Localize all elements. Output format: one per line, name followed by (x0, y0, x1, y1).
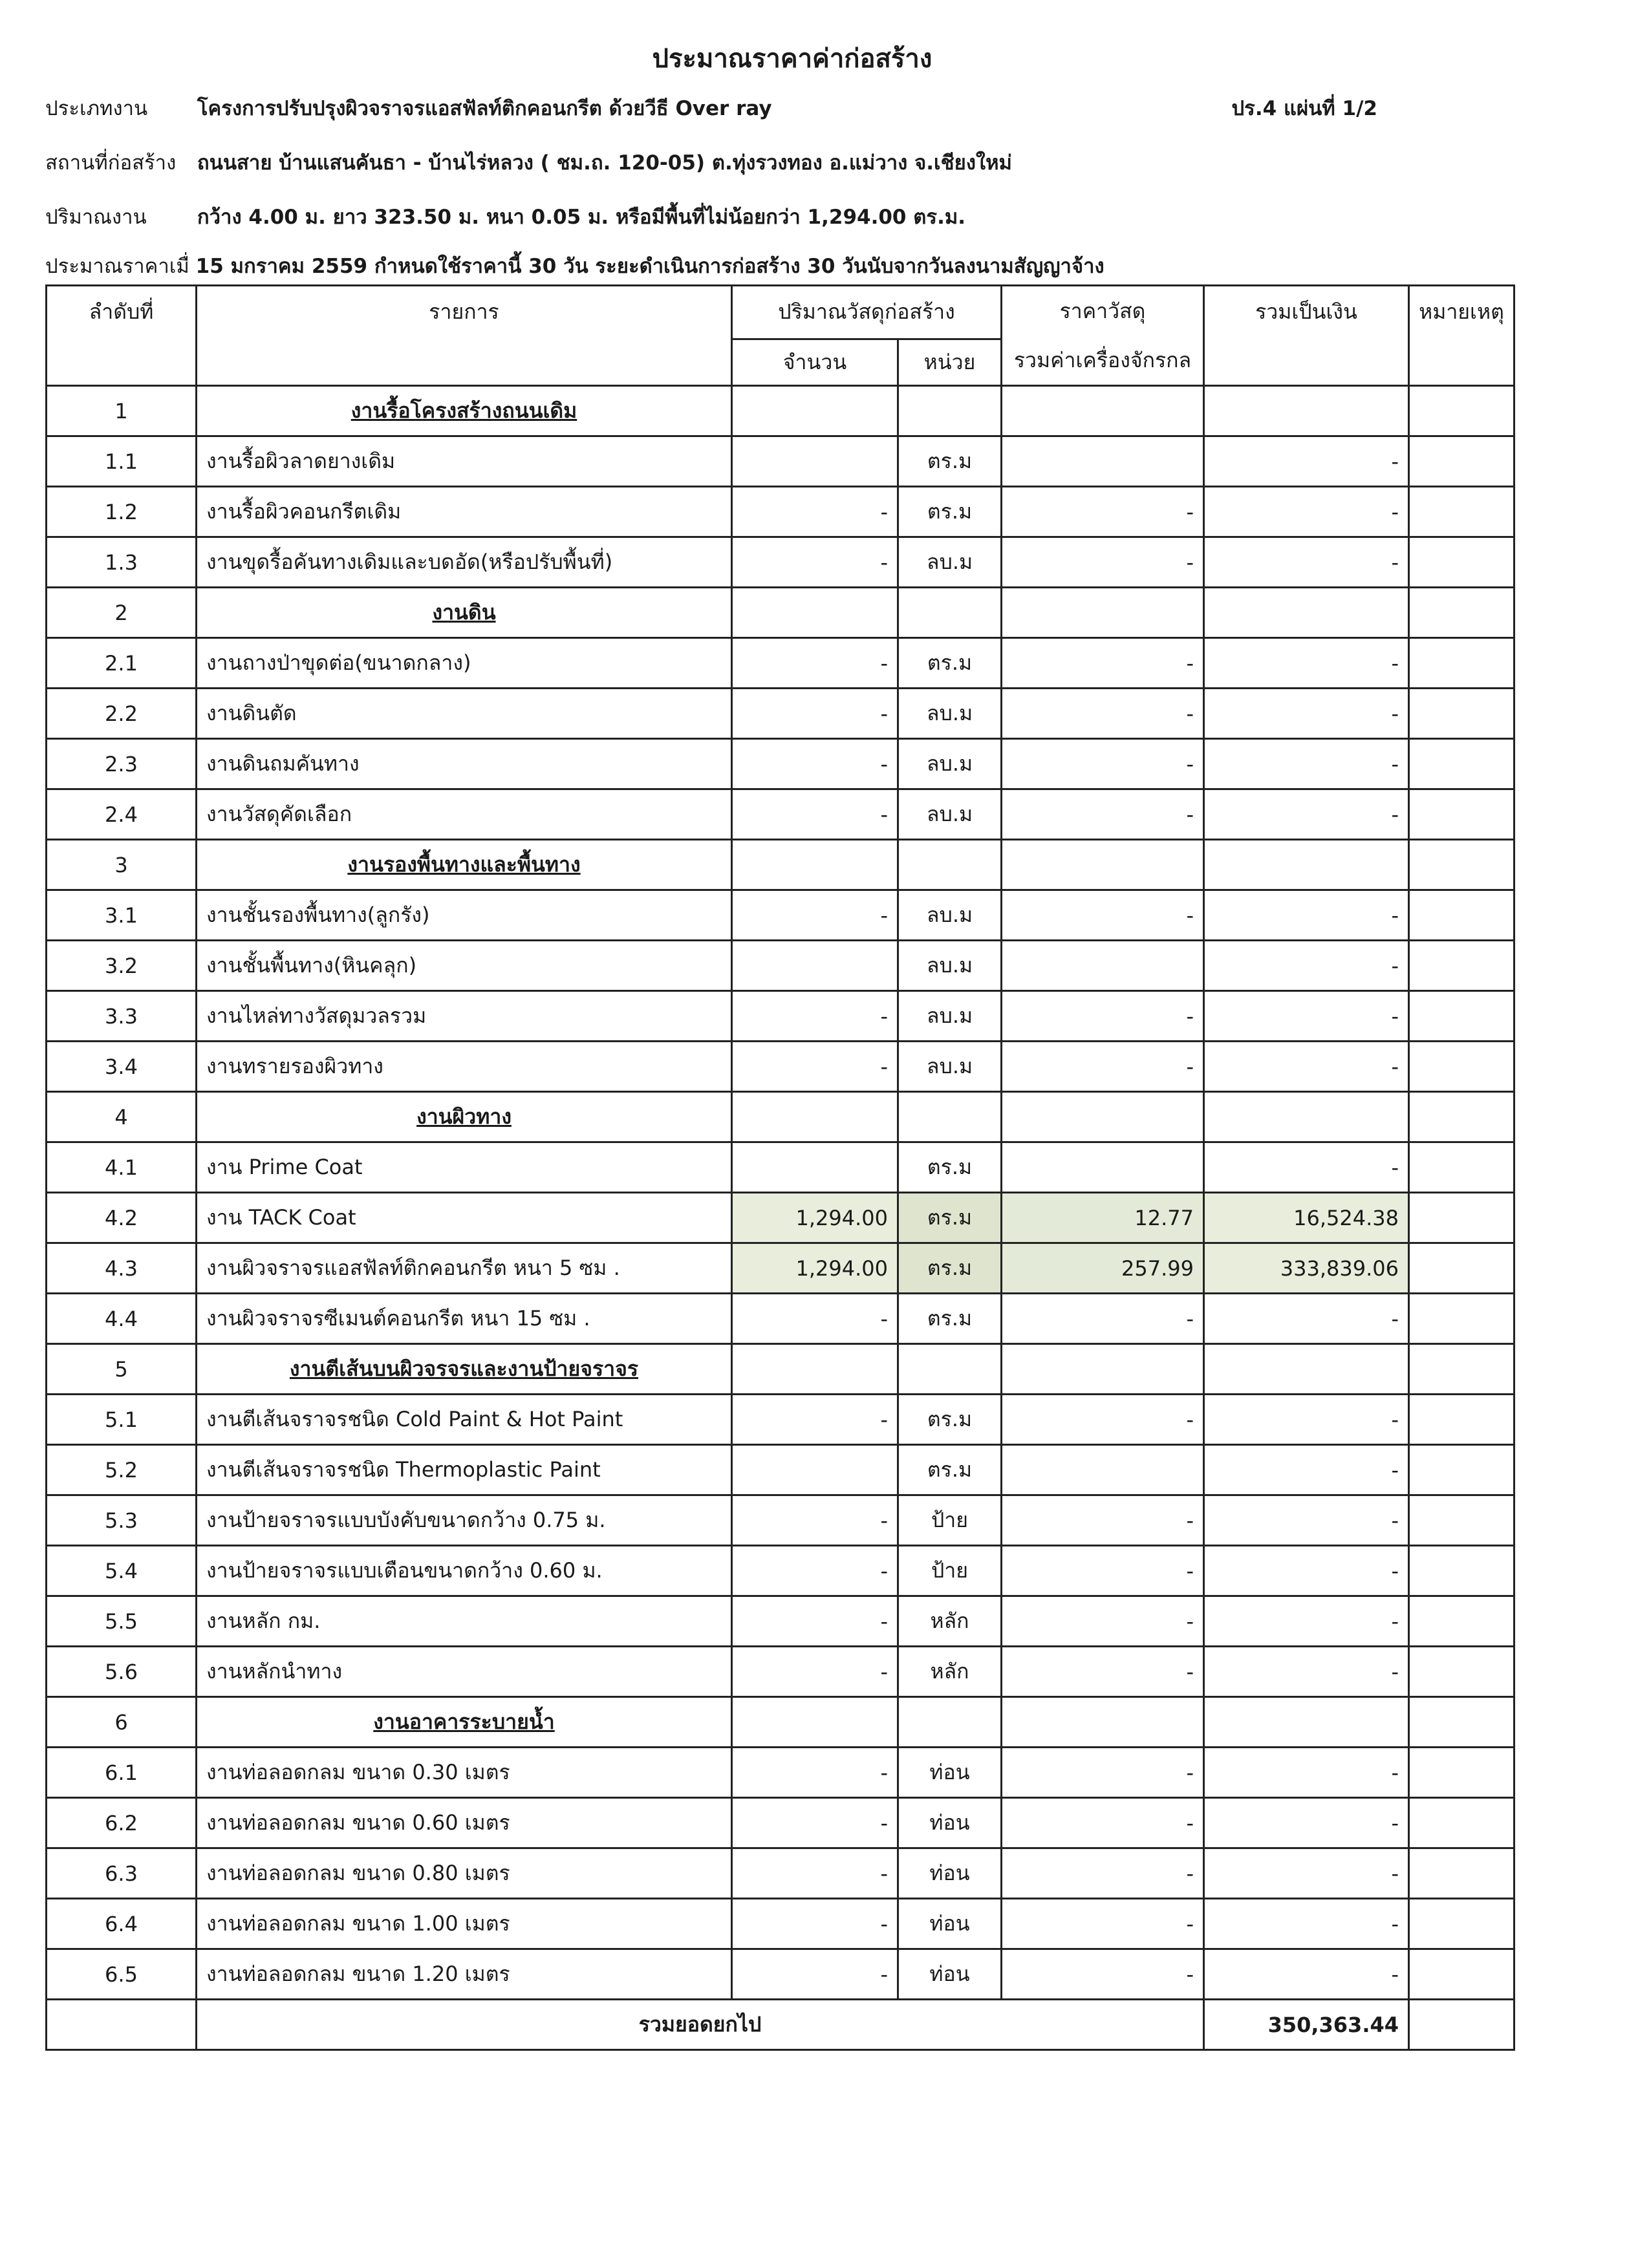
item-description: งานท่อลอดกลม ขนาด 1.00 เมตร (197, 1899, 732, 1949)
empty-cell (1409, 588, 1514, 638)
row-number: 6.3 (47, 1848, 197, 1899)
empty-cell (1204, 588, 1409, 638)
row-number: 5.4 (47, 1546, 197, 1596)
quantity-cell: - (732, 1596, 898, 1647)
section-title: งานตีเส้นบนผิวจรจรและงานป้ายจราจร (197, 1344, 732, 1395)
total-cell: - (1204, 638, 1409, 689)
meta-work-type (45, 92, 772, 124)
remark-cell (1409, 1596, 1514, 1647)
unit-cell: ลบ.ม (898, 537, 1002, 588)
table-row (47, 1748, 1514, 1798)
remark-cell (1409, 487, 1514, 537)
row-number: 3.1 (47, 890, 197, 941)
total-cell: - (1204, 1546, 1409, 1596)
unit-cell: ตร.ม (898, 487, 1002, 537)
remark-cell (1409, 1495, 1514, 1546)
header-quantity-group: ปริมาณวัสดุก่อสร้าง (732, 286, 1002, 339)
section-row (47, 840, 1514, 890)
row-number: 2.4 (47, 789, 197, 840)
row-number: 5 (47, 1344, 197, 1395)
meta-estimate-date (45, 250, 1105, 282)
remark-cell (1409, 436, 1514, 487)
quantity-cell: - (732, 1899, 898, 1949)
meta-value: 15 มกราคม 2559 กำหนดใช้ราคานี้ 30 วัน ระยะดำเนินการก่อสร้าง 30 วันนับจากวันลงนามสัญญาจ้าง (195, 255, 1105, 278)
summary-total: 350,363.44 (1204, 2000, 1409, 2050)
row-number: 3.3 (47, 991, 197, 1042)
row-number: 5.1 (47, 1395, 197, 1445)
total-cell: - (1204, 1445, 1409, 1495)
price-cell: - (1002, 1647, 1204, 1697)
item-description: งานทรายรองผิวทาง (197, 1042, 732, 1092)
remark-cell (1409, 638, 1514, 689)
remark-cell (1409, 689, 1514, 739)
item-description: งานท่อลอดกลม ขนาด 0.30 เมตร (197, 1748, 732, 1798)
item-description: งานตีเส้นจราจรชนิด Thermoplastic Paint (197, 1445, 732, 1495)
remark-cell (1409, 890, 1514, 941)
total-cell: - (1204, 1495, 1409, 1546)
item-description: งานรื้อผิวคอนกรีตเดิม (197, 487, 732, 537)
row-number: 1 (47, 386, 197, 436)
table-row (47, 1193, 1514, 1243)
table-row (47, 1949, 1514, 2000)
header-price-line2: รวมค่าเครื่องจักรกล (1013, 348, 1192, 372)
unit-cell: หลัก (898, 1647, 1002, 1697)
table-row (47, 1042, 1514, 1092)
section-row (47, 1697, 1514, 1748)
page-title: ประมาณราคาค่าก่อสร้าง (652, 44, 932, 74)
row-number: 3.4 (47, 1042, 197, 1092)
total-cell: 333,839.06 (1204, 1243, 1409, 1294)
unit-cell: ป้าย (898, 1546, 1002, 1596)
item-description: งานชั้นรองพื้นทาง(ลูกรัง) (197, 890, 732, 941)
remark-cell (1409, 739, 1514, 789)
remark-cell (1409, 537, 1514, 588)
quantity-cell: - (732, 890, 898, 941)
unit-cell: ท่อน (898, 1899, 1002, 1949)
table-row (47, 436, 1514, 487)
meta-quantity (45, 200, 965, 233)
meta-location (45, 146, 1012, 178)
unit-cell: ท่อน (898, 1748, 1002, 1798)
sheet-number: ปร.4 แผ่นที่ 1/2 (1231, 97, 1377, 120)
table-row (47, 638, 1514, 689)
quantity-cell: - (732, 638, 898, 689)
unit-cell: ตร.ม (898, 638, 1002, 689)
header-qty: จำนวน (732, 339, 898, 385)
unit-cell: ลบ.ม (898, 991, 1002, 1042)
header-item: รายการ (197, 286, 732, 386)
price-cell: - (1002, 689, 1204, 739)
empty-cell (1204, 840, 1409, 890)
summary-label: รวมยอดยกไป (197, 2000, 1204, 2050)
remark-cell (1409, 789, 1514, 840)
remark-cell (1409, 941, 1514, 991)
table-row (47, 1243, 1514, 1294)
section-row (47, 1344, 1514, 1395)
total-cell: - (1204, 1596, 1409, 1647)
quantity-cell: - (732, 1848, 898, 1899)
table-row (47, 739, 1514, 789)
section-title: งานรื้อโครงสร้างถนนเดิม (197, 386, 732, 436)
row-number: 2.1 (47, 638, 197, 689)
remark-cell (1409, 1193, 1514, 1243)
unit-cell: ตร.ม (898, 1142, 1002, 1193)
remark-cell (1409, 1445, 1514, 1495)
header-price (1002, 286, 1204, 386)
header-price-line1: ราคาวัสดุ (1059, 299, 1146, 323)
table-row (47, 689, 1514, 739)
empty-cell (1002, 1344, 1204, 1395)
item-description: งานท่อลอดกลม ขนาด 1.20 เมตร (197, 1949, 732, 2000)
meta-value: กว้าง 4.00 ม. ยาว 323.50 ม. หนา 0.05 ม. หรือมีพื้นที่ไม่น้อยกว่า 1,294.00 ตร.ม. (197, 206, 966, 229)
row-number: 6 (47, 1697, 197, 1748)
empty-cell (1204, 1697, 1409, 1748)
table-row (47, 1445, 1514, 1495)
unit-cell: ป้าย (898, 1495, 1002, 1546)
price-cell: - (1002, 1596, 1204, 1647)
total-cell: - (1204, 487, 1409, 537)
total-cell: - (1204, 436, 1409, 487)
empty-cell (732, 1697, 898, 1748)
empty-cell (1002, 386, 1204, 436)
item-description: งานดินตัด (197, 689, 732, 739)
empty-cell (1204, 386, 1409, 436)
total-cell: - (1204, 1798, 1409, 1848)
row-number: 6.2 (47, 1798, 197, 1848)
empty-cell (1002, 840, 1204, 890)
total-cell: - (1204, 537, 1409, 588)
row-number: 4.4 (47, 1294, 197, 1344)
item-description: งาน Prime Coat (197, 1142, 732, 1193)
item-description: งานท่อลอดกลม ขนาด 0.60 เมตร (197, 1798, 732, 1848)
table-row (47, 890, 1514, 941)
total-cell: - (1204, 1395, 1409, 1445)
remark-cell (1409, 1899, 1514, 1949)
unit-cell: หลัก (898, 1596, 1002, 1647)
unit-cell: ลบ.ม (898, 739, 1002, 789)
row-number: 2.3 (47, 739, 197, 789)
row-number: 6.1 (47, 1748, 197, 1798)
item-description: งานป้ายจราจรแบบบังคับขนาดกว้าง 0.75 ม. (197, 1495, 732, 1546)
item-description: งานขุดรื้อคันทางเดิมและบดอัด(หรือปรับพื้นที่) (197, 537, 732, 588)
quantity-cell: - (732, 1748, 898, 1798)
quantity-cell: - (732, 739, 898, 789)
summary-empty-cell (47, 2000, 197, 2050)
empty-cell (732, 588, 898, 638)
quantity-cell: - (732, 537, 898, 588)
price-cell: - (1002, 1395, 1204, 1445)
item-description: งานผิวจราจรซีเมนต์คอนกรีต หนา 15 ซม . (197, 1294, 732, 1344)
meta-value: โครงการปรับปรุงผิวจราจรแอสฟัลท์ติกคอนกรีต ด้วยวีธี Over ray (197, 97, 772, 120)
empty-cell (1204, 1092, 1409, 1142)
total-cell: - (1204, 890, 1409, 941)
empty-cell (732, 386, 898, 436)
table-row (47, 537, 1514, 588)
row-number: 1.3 (47, 537, 197, 588)
row-number: 4.3 (47, 1243, 197, 1294)
quantity-cell: 1,294.00 (732, 1193, 898, 1243)
remark-cell (1409, 991, 1514, 1042)
table-row (47, 1546, 1514, 1596)
item-description: งานดินถมคันทาง (197, 739, 732, 789)
quantity-cell (732, 941, 898, 991)
quantity-cell: - (732, 1798, 898, 1848)
total-cell: - (1204, 941, 1409, 991)
section-title: งานรองพื้นทางและพื้นทาง (197, 840, 732, 890)
unit-cell: ท่อน (898, 1798, 1002, 1848)
section-row (47, 588, 1514, 638)
price-cell (1002, 941, 1204, 991)
total-cell: - (1204, 991, 1409, 1042)
quantity-cell: - (732, 1042, 898, 1092)
meta-label: ประมาณราคาเมื่ (45, 255, 189, 278)
table-row (47, 789, 1514, 840)
empty-cell (898, 1344, 1002, 1395)
total-cell: - (1204, 1949, 1409, 2000)
empty-cell (1409, 1697, 1514, 1748)
quantity-cell (732, 436, 898, 487)
empty-cell (898, 1092, 1002, 1142)
remark-cell (1409, 1395, 1514, 1445)
unit-cell: ลบ.ม (898, 789, 1002, 840)
total-cell: - (1204, 739, 1409, 789)
price-cell: - (1002, 487, 1204, 537)
price-cell: - (1002, 1294, 1204, 1344)
row-number: 3.2 (47, 941, 197, 991)
row-number: 5.3 (47, 1495, 197, 1546)
section-row (47, 386, 1514, 436)
empty-cell (1002, 1092, 1204, 1142)
price-cell: - (1002, 1546, 1204, 1596)
estimate-table (45, 284, 1515, 2051)
row-number: 1.1 (47, 436, 197, 487)
row-number: 6.5 (47, 1949, 197, 2000)
item-description: งานตีเส้นจราจรชนิด Cold Paint & Hot Paint (197, 1395, 732, 1445)
price-cell: - (1002, 739, 1204, 789)
price-cell: - (1002, 1899, 1204, 1949)
remark-cell (1409, 1142, 1514, 1193)
item-description: งานป้ายจราจรแบบเตือนขนาดกว้าง 0.60 ม. (197, 1546, 732, 1596)
total-cell: 16,524.38 (1204, 1193, 1409, 1243)
price-cell (1002, 1142, 1204, 1193)
header-no: ลำดับที่ (47, 286, 197, 386)
unit-cell: ตร.ม (898, 1294, 1002, 1344)
section-title: งานผิวทาง (197, 1092, 732, 1142)
table-row (47, 1647, 1514, 1697)
table-row (47, 991, 1514, 1042)
meta-label: ปริมาณงาน (45, 206, 147, 229)
price-cell: - (1002, 890, 1204, 941)
total-cell: - (1204, 1899, 1409, 1949)
item-description: งานวัสดุคัดเลือก (197, 789, 732, 840)
item-description: งานท่อลอดกลม ขนาด 0.80 เมตร (197, 1848, 732, 1899)
unit-cell: ลบ.ม (898, 1042, 1002, 1092)
remark-cell (1409, 1042, 1514, 1092)
row-number: 6.4 (47, 1899, 197, 1949)
item-description: งานหลัก กม. (197, 1596, 732, 1647)
item-description: งานหลักนำทาง (197, 1647, 732, 1697)
total-cell: - (1204, 689, 1409, 739)
unit-cell: ท่อน (898, 1949, 1002, 2000)
table-row (47, 487, 1514, 537)
meta-label: สถานที่ก่อสร้าง (45, 151, 177, 175)
row-number: 2.2 (47, 689, 197, 739)
unit-cell: ท่อน (898, 1848, 1002, 1899)
section-title: งานดิน (197, 588, 732, 638)
meta-label: ประเภทงาน (45, 97, 148, 120)
summary-remark-cell (1409, 2000, 1514, 2050)
empty-cell (732, 840, 898, 890)
quantity-cell: - (732, 1546, 898, 1596)
item-description: งานผิวจราจรแอสฟัลท์ติกคอนกรีต หนา 5 ซม . (197, 1243, 732, 1294)
empty-cell (898, 1697, 1002, 1748)
table-row (47, 1142, 1514, 1193)
table-row (47, 1596, 1514, 1647)
empty-cell (732, 1344, 898, 1395)
meta-value: ถนนสาย บ้านแสนคันธา - บ้านไร่หลวง ( ชม.ถ. 120-05) ต.ทุ่งรวงทอง อ.แม่วาง จ.เชียงใหม่ (197, 151, 1012, 175)
table-row (47, 1395, 1514, 1445)
unit-cell: ลบ.ม (898, 941, 1002, 991)
total-cell: - (1204, 789, 1409, 840)
table-row (47, 941, 1514, 991)
remark-cell (1409, 1798, 1514, 1848)
remark-cell (1409, 1949, 1514, 2000)
quantity-cell: - (732, 1495, 898, 1546)
price-cell: - (1002, 1748, 1204, 1798)
empty-cell (1409, 840, 1514, 890)
table-row (47, 1294, 1514, 1344)
quantity-cell: - (732, 1647, 898, 1697)
total-cell: - (1204, 1848, 1409, 1899)
row-number: 2 (47, 588, 197, 638)
price-cell: - (1002, 789, 1204, 840)
remark-cell (1409, 1848, 1514, 1899)
table-row (47, 1848, 1514, 1899)
table-row (47, 1798, 1514, 1848)
item-description: งานชั้นพื้นทาง(หินคลุก) (197, 941, 732, 991)
quantity-cell: 1,294.00 (732, 1243, 898, 1294)
item-description: งานรื้อผิวลาดยางเดิม (197, 436, 732, 487)
quantity-cell: - (732, 487, 898, 537)
quantity-cell: - (732, 789, 898, 840)
remark-cell (1409, 1294, 1514, 1344)
unit-cell: ตร.ม (898, 1243, 1002, 1294)
row-number: 4.2 (47, 1193, 197, 1243)
table-row (47, 1495, 1514, 1546)
price-cell: 257.99 (1002, 1243, 1204, 1294)
price-cell: - (1002, 1042, 1204, 1092)
item-description: งานถางป่าขุดต่อ(ขนาดกลาง) (197, 638, 732, 689)
price-cell: - (1002, 1495, 1204, 1546)
price-cell (1002, 1445, 1204, 1495)
item-description: งานไหล่ทางวัสดุมวลรวม (197, 991, 732, 1042)
header-unit: หน่วย (898, 339, 1002, 385)
quantity-cell: - (732, 1949, 898, 2000)
summary-row (47, 2000, 1514, 2050)
quantity-cell: - (732, 1294, 898, 1344)
row-number: 1.2 (47, 487, 197, 537)
item-description: งาน TACK Coat (197, 1193, 732, 1243)
empty-cell (898, 588, 1002, 638)
price-cell: - (1002, 638, 1204, 689)
row-number: 4 (47, 1092, 197, 1142)
empty-cell (898, 840, 1002, 890)
total-cell: - (1204, 1042, 1409, 1092)
total-cell: - (1204, 1294, 1409, 1344)
empty-cell (1002, 1697, 1204, 1748)
section-row (47, 1092, 1514, 1142)
table-body (47, 386, 1514, 2000)
quantity-cell: - (732, 991, 898, 1042)
remark-cell (1409, 1748, 1514, 1798)
unit-cell: ตร.ม (898, 436, 1002, 487)
row-number: 3 (47, 840, 197, 890)
row-number: 4.1 (47, 1142, 197, 1193)
total-cell: - (1204, 1142, 1409, 1193)
price-cell: - (1002, 1848, 1204, 1899)
unit-cell: ลบ.ม (898, 689, 1002, 739)
header-remark: หมายเหตุ (1409, 286, 1514, 386)
empty-cell (1204, 1344, 1409, 1395)
price-cell: - (1002, 1798, 1204, 1848)
total-cell: - (1204, 1647, 1409, 1697)
price-cell: - (1002, 991, 1204, 1042)
price-cell: - (1002, 1949, 1204, 2000)
row-number: 5.2 (47, 1445, 197, 1495)
quantity-cell (732, 1445, 898, 1495)
remark-cell (1409, 1546, 1514, 1596)
unit-cell: ตร.ม (898, 1395, 1002, 1445)
empty-cell (898, 386, 1002, 436)
empty-cell (1409, 1092, 1514, 1142)
quantity-cell (732, 1142, 898, 1193)
price-cell (1002, 436, 1204, 487)
price-cell: 12.77 (1002, 1193, 1204, 1243)
row-number: 5.6 (47, 1647, 197, 1697)
header-total: รวมเป็นเงิน (1204, 286, 1409, 386)
empty-cell (1409, 386, 1514, 436)
row-number: 5.5 (47, 1596, 197, 1647)
remark-cell (1409, 1243, 1514, 1294)
empty-cell (732, 1092, 898, 1142)
quantity-cell: - (732, 689, 898, 739)
remark-cell (1409, 1647, 1514, 1697)
header-row-1 (47, 286, 1514, 339)
price-cell: - (1002, 537, 1204, 588)
unit-cell: ลบ.ม (898, 890, 1002, 941)
empty-cell (1409, 1344, 1514, 1395)
table-row (47, 1899, 1514, 1949)
unit-cell: ตร.ม (898, 1193, 1002, 1243)
section-title: งานอาคารระบายน้ำ (197, 1697, 732, 1748)
empty-cell (1002, 588, 1204, 638)
total-cell: - (1204, 1748, 1409, 1798)
unit-cell: ตร.ม (898, 1445, 1002, 1495)
quantity-cell: - (732, 1395, 898, 1445)
